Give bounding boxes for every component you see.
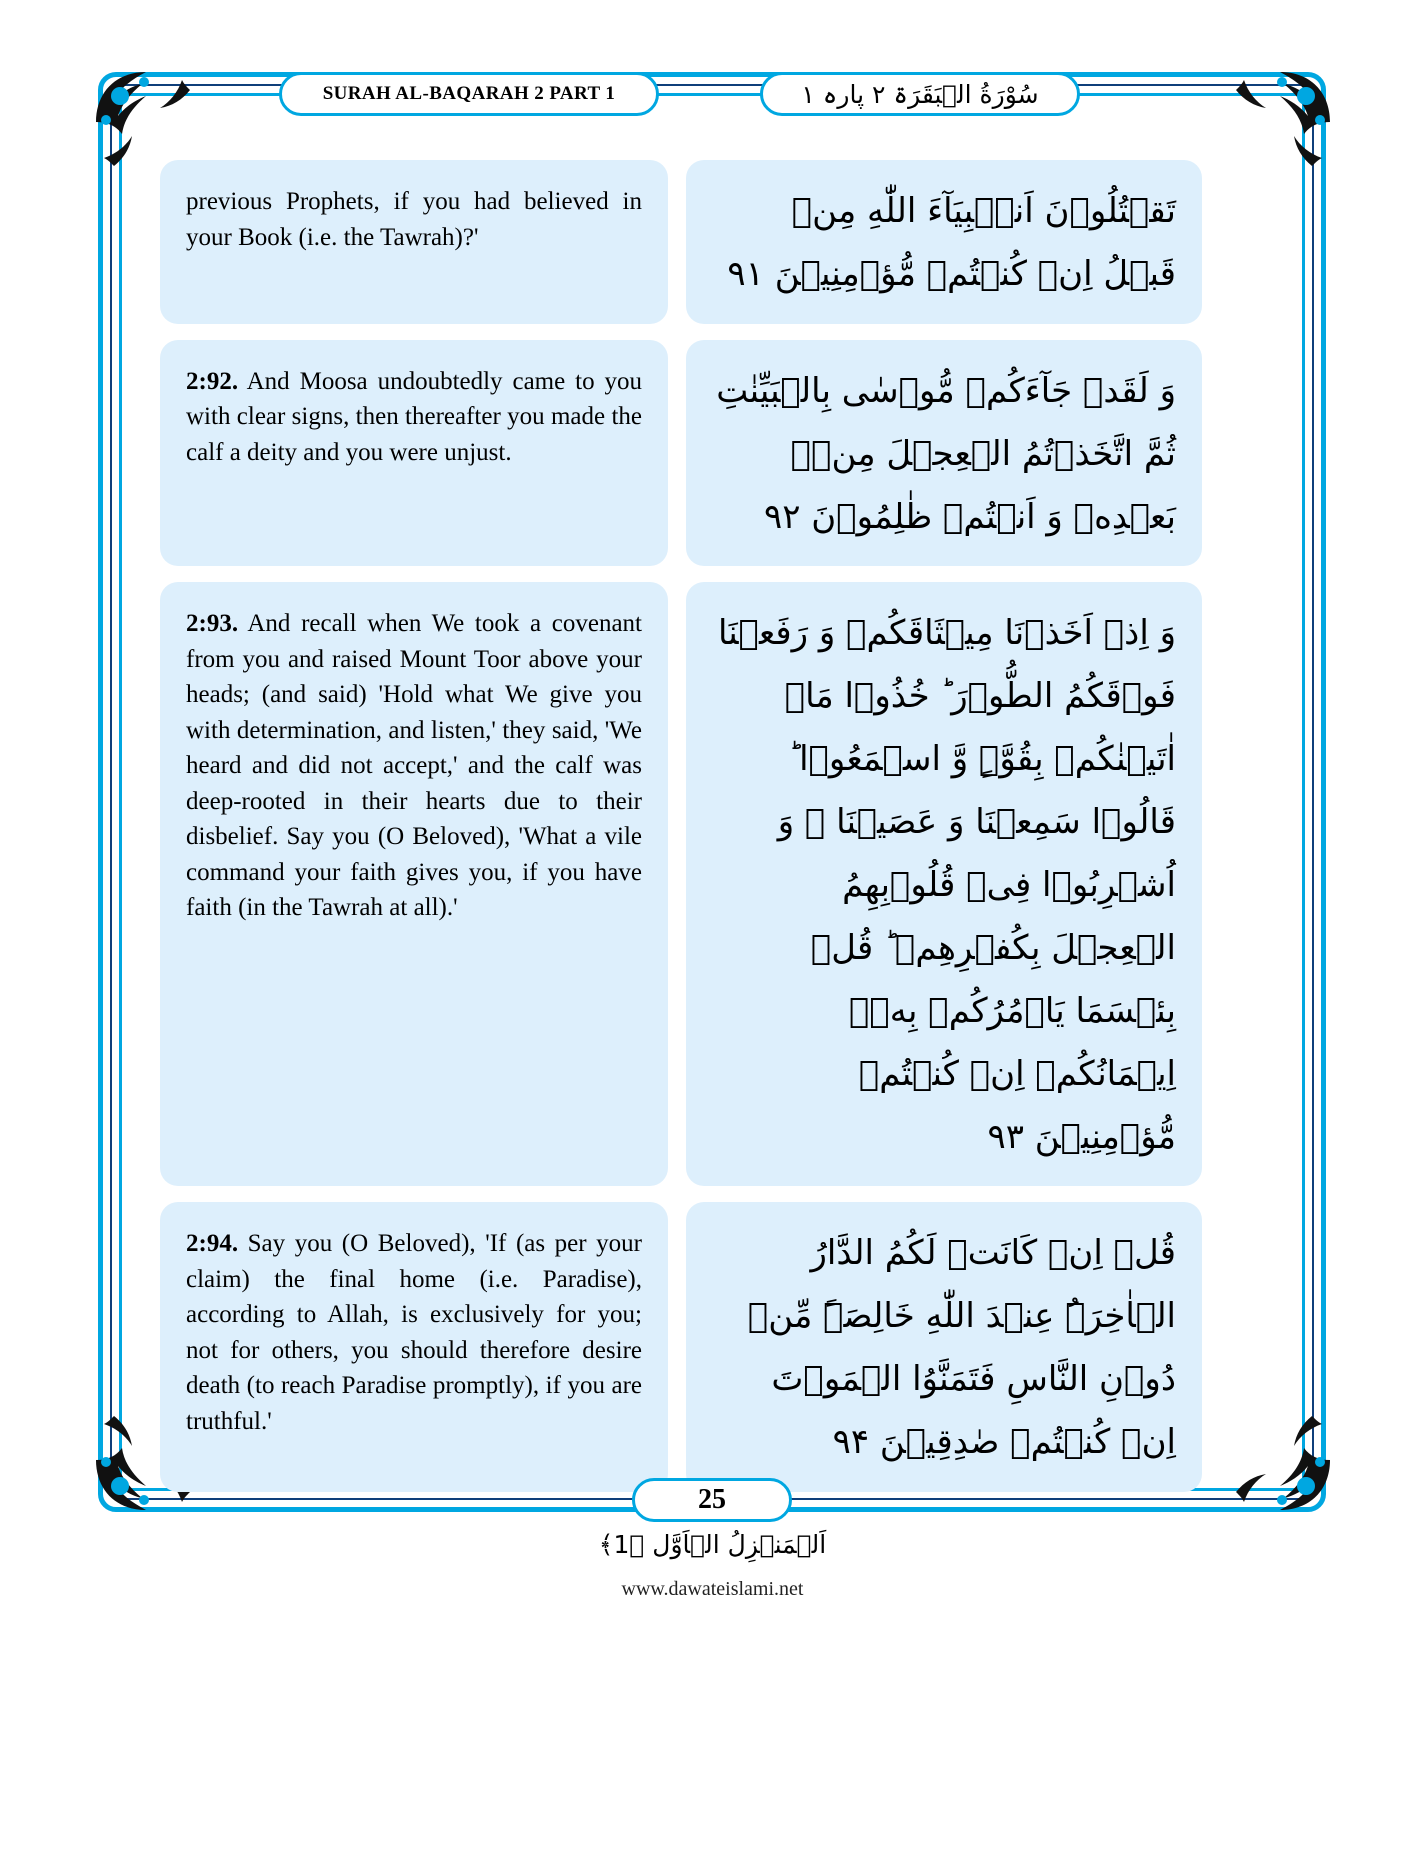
verse-row [160,340,1260,567]
verse-english [160,340,668,567]
verse-english-text: Say you (O Beloved), 'If (as per your claim) the final home (i.e. Paradise), according to Allah, is exclusively for you; not for others, you should therefore desire death (to reach Paradise promptly), if you are truthful.' [186,1230,642,1435]
verse-arabic [686,340,1202,567]
page-number: 25 [698,1484,726,1515]
footer-website: www.dawateislami.net [621,1578,804,1600]
footer-manzil-label: اَلۡمَنۡزِلُ الۡاَوَّل ﴿1﴾ [598,1530,827,1559]
verse-arabic [686,1202,1202,1492]
verse-row [160,1202,1260,1492]
header-left-text: SURAH AL-BAQARAH 2 PART 1 [322,83,616,104]
verse-row [160,582,1260,1186]
verse-arabic-text: قُلۡ اِنۡ کَانَتۡ لَکُمُ الدَّارُ الۡاٰخِرَۃُ عِنۡدَ اللّٰهِ خَالِصَۃً مِّنۡ دُوۡنِ النَّاسِ فَتَمَنَّوُا الۡمَوۡتَ اِنۡ کُنۡتُمۡ صٰدِقِیۡنَ ۹۴ [747,1233,1176,1463]
verse-list [160,160,1260,1480]
verse-english [160,1202,668,1492]
verse-english [160,160,668,324]
verse-row [160,160,1260,324]
verse-english [160,582,668,1186]
verse-english-text: previous Prophets, if you had believed in your Book (i.e. the Tawrah)?' [186,188,642,251]
verse-number: 2:93. [186,610,239,638]
verse-number: 2:94. [186,1230,239,1258]
header-right-text: سُوْرَةُ الۡبَقَرَۃ ۲ پارہ ۱ [801,79,1039,109]
verse-arabic [686,582,1202,1186]
verse-english-text: And Moosa undoubtedly came to you with clear signs, then thereafter you made the calf a deity and you were unjust. [186,367,642,466]
verse-english-text: And recall when We took a covenant from you and raised Mount Toor above your heads; (and said) 'Hold what We give you with determination, and listen,' they said, 'We heard and did not accept,' and the calf was deep-rooted in their hearts due to their disbelief. Say you (O Beloved), 'What a vile command your faith gives you, if you have faith (in the Tawrah at all).' [186,610,642,922]
header-surah-title-arabic [760,72,1080,116]
verse-arabic [686,160,1202,324]
verse-number: 2:92. [186,367,239,395]
verse-arabic-text: وَ لَقَدۡ جَآءَکُمۡ مُّوۡسٰی بِالۡبَیِّنٰتِ ثُمَّ اتَّخَذۡتُمُ الۡعِجۡلَ مِنۡۢ بَعۡدِهٖ وَ اَنۡتُمۡ ظٰلِمُوۡنَ ۹۲ [716,370,1176,537]
header-surah-title-english [279,72,659,116]
verse-arabic-text: وَ اِذۡ اَخَذۡنَا مِیۡثَاقَکُمۡ وَ رَفَعۡنَا فَوۡقَکُمُ الطُّوۡرَ ؕ خُذُوۡا مَاۤ اٰتَیۡنٰکُمۡ بِقُوَّۃٍ وَّ اسۡمَعُوۡا ؕ قَالُوۡا سَمِعۡنَا وَ عَصَیۡنَا ۚ وَ اُشۡرِبُوۡا فِیۡ قُلُوۡبِهِمُ الۡعِجۡلَ بِکُفۡرِهِمۡ ؕ قُلۡ بِئۡسَمَا یَاۡمُرُکُمۡ بِهٖۤ اِیۡمَانُکُمۡ اِنۡ کُنۡتُمۡ مُّؤۡمِنِیۡنَ ۹۳ [717,613,1176,1157]
page-number-plaque [632,1478,792,1522]
verse-arabic-text: تَقۡتُلُوۡنَ اَنۡۢبِیَآءَ اللّٰهِ مِنۡ قَبۡلُ اِنۡ کُنۡتُمۡ مُّؤۡمِنِیۡنَ ۹۱ [727,191,1176,294]
